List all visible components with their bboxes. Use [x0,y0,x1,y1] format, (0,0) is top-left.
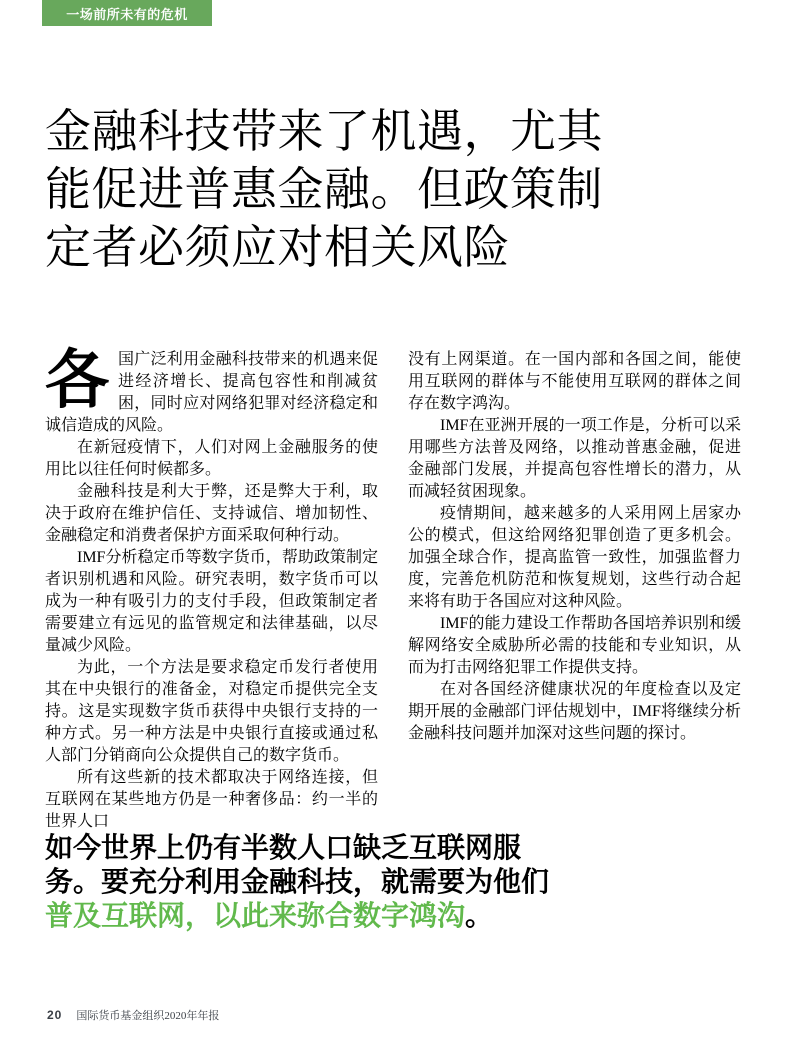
right-column [408,349,741,833]
paragraph: 所有这些新的技术都取决于网络连接，但互联网在某些地方仍是一种奢侈品：约一半的世界人口 [45,769,378,830]
article-body [45,345,741,833]
page-number: 20 [47,1008,63,1022]
drop-cap: 各 [45,345,109,416]
pull-quote-green-text: 普及互联网，以此来弥合数字鸿沟 [45,900,466,931]
chapter-tab [42,0,212,26]
paragraph-continuation: 没有上网渠道。在一国内部和各国之间，能使用互联网的群体与不能使用互联网的群体之间存在数字鸿沟。 [408,351,741,412]
article-headline: 金融科技带来了机遇，尤其 能促进普惠金融。但政策制 定者必须应对相关风险 [45,105,603,273]
paragraph-opening [45,345,378,437]
left-column [45,345,378,833]
report-title: 国际货币基金组织2020年年报 [76,1010,220,1022]
paragraph: IMF分析稳定币等数字货币，帮助政策制定者识别机遇和风险。研究表明，数字货币可以成为一种有吸引力的支付手段，但政策制定者需要建立有远见的监管规定和法律基础，以尽量减少风险。 [45,549,378,654]
pull-quote-period: 。 [465,900,494,931]
page-footer [47,1007,219,1023]
paragraph: 疫情期间，越来越多的人采用网上居家办公的模式，但这给网络犯罪创造了更多机会。加强全球合作，提高监管一致性，加强监督力度，完善危机防范和恢复规划，这些行动合起来将有助于各国应对这种风险。 [408,505,741,610]
pull-quote [45,831,590,933]
paragraph-text: 国广泛利用金融科技带来的机遇来促进经济增长、提高包容性和削减贫困，同时应对网络犯罪对经济稳定和诚信造成的风险。 [45,351,378,434]
paragraph: 金融科技是利大于弊，还是弊大于利，取决于政府在维护信任、支持诚信、增加韧性、金融稳定和消费者保护方面采取何种行动。 [45,483,378,544]
chapter-tab-label: 一场前所未有的危机 [66,6,188,22]
paragraph: IMF的能力建设工作帮助各国培养识别和缓解网络安全威胁所必需的技能和专业知识，从而为打击网络犯罪工作提供支持。 [408,615,741,676]
paragraph: IMF在亚洲开展的一项工作是，分析可以采用哪些方法普及网络，以推动普惠金融，促进金融部门发展，并提高包容性增长的潜力，从而减轻贫困现象。 [408,417,741,500]
paragraph: 在对各国经济健康状况的年度检查以及定期开展的金融部门评估规划中，IMF将继续分析金融科技问题并加深对这些问题的探讨。 [408,681,741,742]
paragraph: 在新冠疫情下，人们对网上金融服务的使用比以往任何时候都多。 [45,439,378,478]
pull-quote-black-text: 如今世界上仍有半数人口缺乏互联网服 务。要充分利用金融科技，就需要为他们 [45,832,550,897]
paragraph: 为此，一个方法是要求稳定币发行者使用其在中央银行的准备金，对稳定币提供完全支持。这是实现数字货币获得中央银行支持的一种方式。另一种方法是中央银行直接或通过私人部门分销商向公众提供自己的数字货币。 [45,659,378,764]
